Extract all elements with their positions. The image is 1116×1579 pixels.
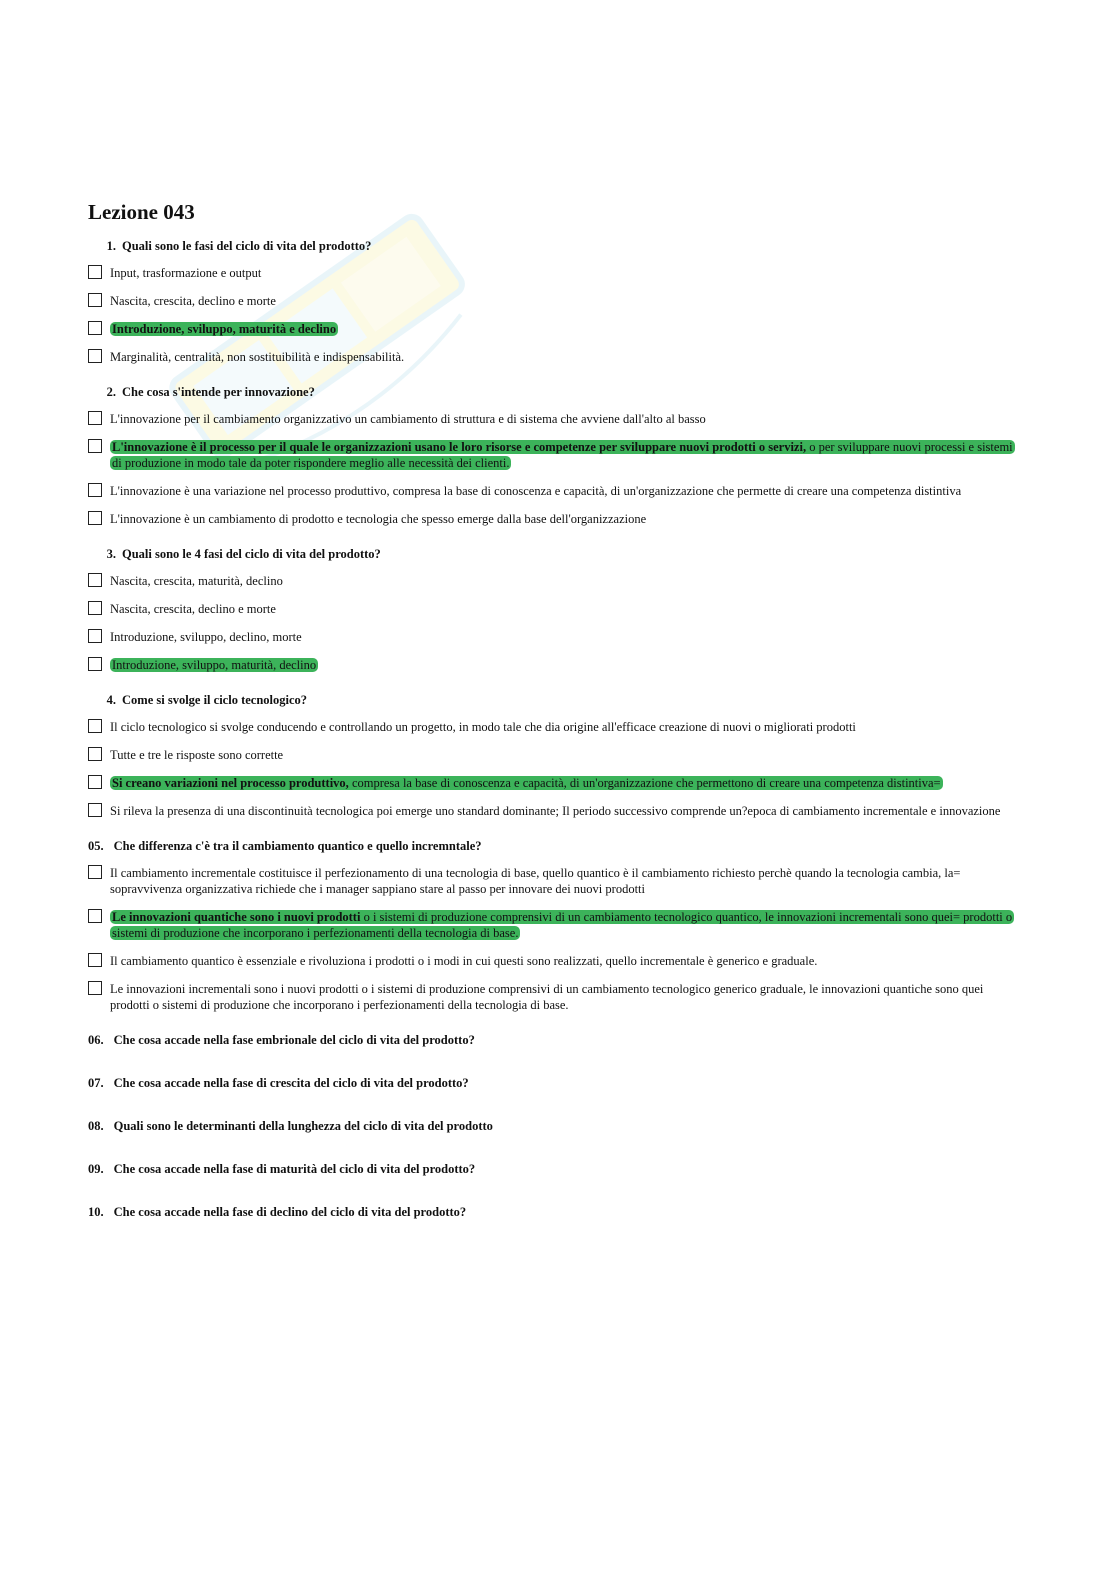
answer-option[interactable]: [88, 293, 1023, 309]
question-number: 4.: [106, 693, 116, 707]
answer-text-rest: o i sistemi di produzione comprensivi di un cambiamento tecnologico quantico, le innovazioni incrementali sono quei= prodotti o sistemi di produzione che incorporano i perfezionamenti della tecnologia di base.: [112, 910, 1013, 940]
question-block-2: [88, 385, 1023, 527]
answer-text-highlighted: [110, 910, 1014, 940]
answer-option[interactable]: [88, 865, 1023, 897]
checkbox-icon[interactable]: [88, 775, 102, 789]
open-question: [88, 1033, 1023, 1048]
answer-option[interactable]: [88, 601, 1023, 617]
question-number: 05.: [88, 839, 104, 853]
open-questions: [88, 1033, 1023, 1220]
answer-option[interactable]: [88, 511, 1023, 527]
question-number: 09.: [88, 1162, 104, 1176]
question-heading: [88, 839, 1023, 854]
answer-option[interactable]: [88, 411, 1023, 427]
open-question: [88, 1076, 1023, 1091]
answer-text: Si rileva la presenza di una discontinuità tecnologica poi emerge uno standard dominante; Il periodo successivo comprende un?epoca di cambiamento incrementale e innovazione: [110, 804, 1001, 818]
checkbox-icon[interactable]: [88, 573, 102, 587]
checkbox-icon[interactable]: [88, 953, 102, 967]
answer-text-bold: Si creano variazioni nel processo produttivo,: [112, 776, 349, 790]
checkbox-icon[interactable]: [88, 629, 102, 643]
document-page: [88, 200, 1023, 1248]
question-number: 2.: [106, 385, 116, 399]
question-text: Che cosa s'intende per innovazione?: [122, 385, 315, 399]
checkbox-icon[interactable]: [88, 657, 102, 671]
answer-text: Input, trasformazione e output: [110, 266, 262, 280]
answer-text: Il ciclo tecnologico si svolge conducendo e controllando un progetto, in modo tale che dia origine all'efficace creazione di nuovi o migliorati prodotti: [110, 720, 856, 734]
question-text: Che cosa accade nella fase di crescita del ciclo di vita del prodotto?: [113, 1076, 469, 1090]
question-heading: [88, 239, 1023, 254]
question-block-1: [88, 239, 1023, 365]
answer-text-highlighted: Introduzione, sviluppo, maturità, declino: [112, 658, 317, 672]
answer-option[interactable]: [88, 483, 1023, 499]
answer-option-correct[interactable]: [88, 775, 1023, 791]
answer-text: Nascita, crescita, maturità, declino: [110, 574, 283, 588]
question-block-5: [88, 839, 1023, 1013]
answer-option[interactable]: [88, 349, 1023, 365]
checkbox-icon[interactable]: [88, 803, 102, 817]
answer-option[interactable]: [88, 629, 1023, 645]
answer-option-correct[interactable]: [88, 439, 1023, 471]
question-text: Come si svolge il ciclo tecnologico?: [122, 693, 308, 707]
question-number: 1.: [106, 239, 116, 253]
open-question: [88, 1205, 1023, 1220]
answer-text: L'innovazione è una variazione nel processo produttivo, compresa la base di conoscenza e capacità, di un'organizzazione che permette di creare una competenza distintiva: [110, 484, 962, 498]
answer-text: Le innovazioni incrementali sono i nuovi prodotti o i sistemi di produzione comprensivi di un cambiamento tecnologico generico graduale, le innovazioni quantiche sono quei prodotti o sistemi di produzione che incorporano i perfezionamenti della tecnologia di base.: [110, 982, 984, 1012]
question-number: 10.: [88, 1205, 104, 1219]
checkbox-icon[interactable]: [88, 719, 102, 733]
answer-text: Marginalità, centralità, non sostituibilità e indispensabilità.: [110, 350, 405, 364]
answer-option[interactable]: [88, 981, 1023, 1013]
answer-option[interactable]: [88, 953, 1023, 969]
answer-text-highlighted: Introduzione, sviluppo, maturità e declino: [112, 322, 337, 336]
question-number: 07.: [88, 1076, 104, 1090]
question-number: 3.: [106, 547, 116, 561]
checkbox-icon[interactable]: [88, 411, 102, 425]
open-question: [88, 1162, 1023, 1177]
answer-option[interactable]: [88, 747, 1023, 763]
answer-text: Nascita, crescita, declino e morte: [110, 602, 276, 616]
answer-text-highlighted: [110, 776, 943, 790]
answer-text: Il cambiamento incrementale costituisce il perfezionamento di una tecnologia di base, quello quantico è il cambiamento richiesto perchè quando la tecnologia cambia, la= sopravvivenza organizzativa richiede che i manager sappiano stare al passo per innovare dei nuovi prodotti: [110, 866, 961, 896]
checkbox-icon[interactable]: [88, 601, 102, 615]
question-text: Quali sono le fasi del ciclo di vita del prodotto?: [122, 239, 372, 253]
answer-option[interactable]: [88, 803, 1023, 819]
checkbox-icon[interactable]: [88, 293, 102, 307]
answer-text-bold: L'innovazione è il processo per il quale le organizzazioni usano le loro risorse e competenze per sviluppare nuovi prodotti o servizi,: [112, 440, 807, 454]
lesson-title: Lezione 043: [88, 200, 195, 224]
answer-option[interactable]: [88, 573, 1023, 589]
answer-text-bold: Le innovazioni quantiche sono i nuovi prodotti: [112, 910, 361, 924]
answer-text: L'innovazione è un cambiamento di prodotto e tecnologia che spesso emerge dalla base dell'organizzazione: [110, 512, 647, 526]
checkbox-icon[interactable]: [88, 483, 102, 497]
question-text: Che cosa accade nella fase di declino del ciclo di vita del prodotto?: [113, 1205, 467, 1219]
answer-text-rest: o per sviluppare nuovi processi e sistemi di produzione in modo tale da poter rispondere meglio alle necessità dei clienti.: [112, 440, 1013, 470]
checkbox-icon[interactable]: [88, 511, 102, 525]
question-heading: [88, 693, 1023, 708]
answer-text-highlighted: [110, 440, 1015, 470]
checkbox-icon[interactable]: [88, 909, 102, 923]
answer-option-correct[interactable]: [88, 657, 1023, 673]
answer-text: Il cambiamento quantico è essenziale e rivoluziona i prodotti o i modi in cui questi sono realizzati, quello incrementale è generico e graduale.: [110, 954, 818, 968]
checkbox-icon[interactable]: [88, 747, 102, 761]
question-number: 08.: [88, 1119, 104, 1133]
open-question: [88, 1119, 1023, 1134]
checkbox-icon[interactable]: [88, 439, 102, 453]
answer-option-correct[interactable]: [88, 321, 1023, 337]
answer-text: Introduzione, sviluppo, declino, morte: [110, 630, 302, 644]
checkbox-icon[interactable]: [88, 321, 102, 335]
question-text: Quali sono le 4 fasi del ciclo di vita del prodotto?: [122, 547, 381, 561]
answer-text: Tutte e tre le risposte sono corrette: [110, 748, 284, 762]
question-text: Che cosa accade nella fase embrionale del ciclo di vita del prodotto?: [113, 1033, 475, 1047]
answer-text-rest: compresa la base di conoscenza e capacità, di un'organizzazione che permettono di creare una competenza distintiva=: [348, 776, 941, 790]
question-number: 06.: [88, 1033, 104, 1047]
answer-text: L'innovazione per il cambiamento organizzativo un cambiamento di struttura e di sistema che avviene dall'alto al basso: [110, 412, 706, 426]
answer-option[interactable]: [88, 719, 1023, 735]
question-text: Che cosa accade nella fase di maturità del ciclo di vita del prodotto?: [113, 1162, 476, 1176]
checkbox-icon[interactable]: [88, 265, 102, 279]
question-text: Quali sono le determinanti della lunghezza del ciclo di vita del prodotto: [113, 1119, 493, 1133]
question-block-3: [88, 547, 1023, 673]
checkbox-icon[interactable]: [88, 865, 102, 879]
answer-option-correct[interactable]: [88, 909, 1023, 941]
question-block-4: [88, 693, 1023, 819]
question-text: Che differenza c'è tra il cambiamento quantico e quello incremntale?: [113, 839, 482, 853]
question-heading: [88, 547, 1023, 562]
answer-text: Nascita, crescita, declino e morte: [110, 294, 276, 308]
checkbox-icon[interactable]: [88, 349, 102, 363]
question-heading: [88, 385, 1023, 400]
checkbox-icon[interactable]: [88, 981, 102, 995]
answer-option[interactable]: [88, 265, 1023, 281]
